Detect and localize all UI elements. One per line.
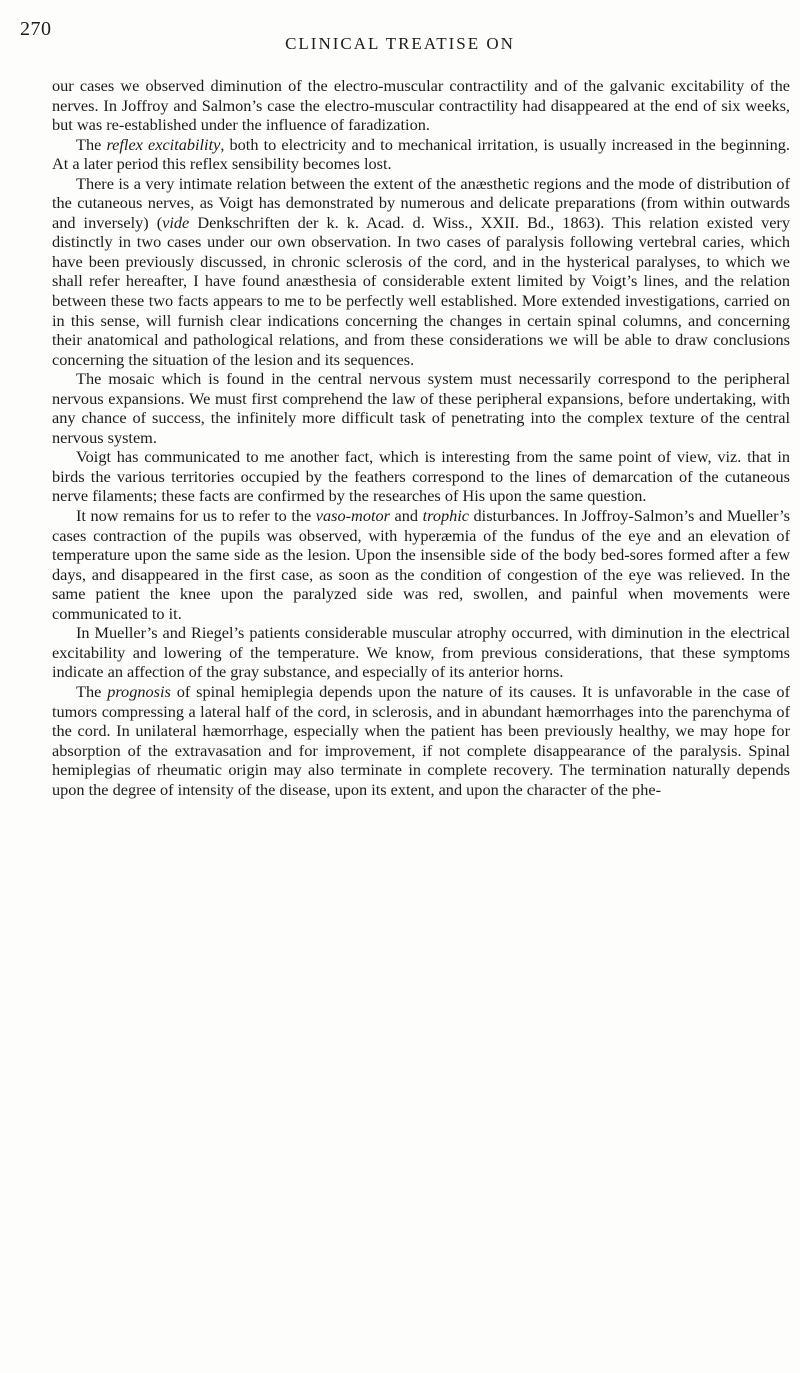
paragraph (52, 506, 790, 623)
italic-term: prognosis (107, 681, 171, 701)
italic-term: vide (162, 212, 190, 232)
italic-term: trophic (422, 506, 469, 526)
body-text (52, 76, 790, 799)
text-run: of spinal hemiplegia depends upon the nature of its causes. It is unfavorable in the case of tumors compressing a lateral half of the cord, in sclerosis, and in abundant hæmorrhages into the parenchyma of the cord. In unilateral hæmorrhage, especially when the patient has been previously healthy, we may hope for absorption of the extravasation and for improvement, if not complete disappearance of the paralysis. Spinal hemiplegias of rheumatic origin may also terminate in complete recovery. The termination naturally depends upon the degree of intensity of the disease, upon its extent, and upon the character of the phe- (52, 681, 790, 799)
text-run: Voigt has communicated to me another fact, which is interesting from the same point of view, viz. that in birds the various territories occupied by the feathers correspond to the lines of demarcation of the cutaneous nerve filaments; these facts are confirmed by the researches of His upon the same question. (52, 447, 790, 506)
italic-term: vaso-motor (315, 506, 390, 526)
text-run: It now remains for us to refer to the (76, 506, 316, 526)
paragraph (52, 447, 790, 506)
text-run: Denkschriften der k. k. Acad. d. Wiss., XXII. Bd., 1863). This relation existed very distinctly in two cases under our own observation. In two cases of paralysis following vertebral caries, which have been previously discussed, in chronic sclerosis of the cord, and in the hysterical paralyses, to which we shall refer hereafter, I have found anæsthesia of considerable extent limited by Voigt’s lines, and the relation between these two facts appears to me to be perfectly well established. More extended investigations, carried on in this sense, will furnish clear indications concerning the changes in certain spinal columns, and concerning their anatomical and pathological relations, and from these considerations we will be able to draw conclusions concerning the situation of the lesion and its sequences. (52, 212, 790, 369)
paragraph (52, 682, 790, 799)
text-run: disturbances. In Joffroy-Salmon’s and Mueller’s cases contraction of the pupils was observed, with hyperæmia of the fundus of the eye and an elevation of temperature upon the same side as the lesion. Upon the insensible side of the body bed-sores formed after a few days, and disappeared in the first case, as soon as the condition of congestion of the eye was relieved. In the same patient the knee upon the paralyzed side was red, swollen, and painful when movements were communicated to it. (52, 506, 790, 623)
text-run: and (389, 506, 423, 526)
paragraph (52, 76, 790, 135)
paragraph (52, 174, 790, 369)
running-head: CLINICAL TREATISE ON (285, 34, 515, 53)
italic-term: reflex excitability (106, 134, 221, 154)
paragraph (52, 135, 790, 174)
paragraph (52, 369, 790, 447)
text-run: The mosaic which is found in the central nervous system must necessarily correspond to the peripheral nervous expansions. We must first comprehend the law of these peripheral expansions, before undertaking, with any chance of success, the infinitely more difficult task of penetrating into the complex texture of the central nervous system. (52, 369, 790, 447)
page-number: 270 (20, 18, 52, 40)
text-run: our cases we observed diminution of the electro-muscular contractility and of the galvanic excitability of the nerves. In Joffroy and Salmon’s case the electro-muscular contractility had disappeared at the end of six weeks, but was re-established under the influence of faradization. (52, 76, 790, 135)
text-run: There is a very intimate relation between the extent of the anæsthetic regions and the mode of distribution of the cutaneous nerves, as Voigt has demonstrated by numerous and delicate preparations (from within outwards and inversely) ( (52, 173, 790, 232)
paragraph (52, 623, 790, 682)
text-run: The (76, 681, 108, 701)
text-run: In Mueller’s and Riegel’s patients considerable muscular atrophy occurred, with diminution in the electrical excitability and lowering of the temperature. We know, from previous considerations, that these symptoms indicate an affection of the gray substance, and especially of its anterior horns. (52, 623, 790, 682)
text-run: The (76, 134, 107, 154)
text-run: , both to electricity and to mechanical irritation, is usually increased in the beginning. At a later period this reflex sensibility becomes lost. (52, 134, 790, 174)
